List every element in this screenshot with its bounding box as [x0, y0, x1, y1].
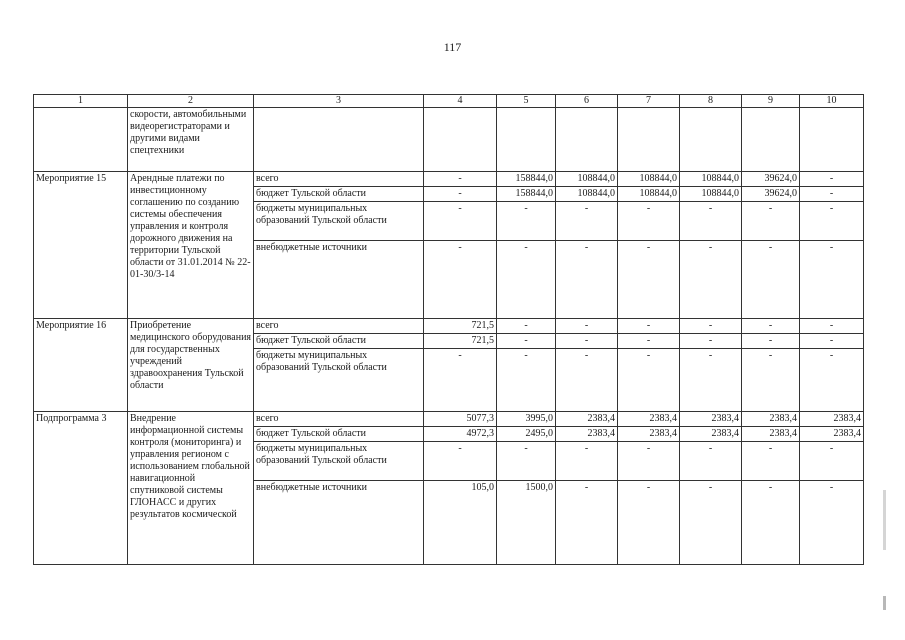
amount-cell: -	[742, 202, 800, 241]
amount-cell: 2383,4	[618, 427, 680, 442]
amount-cell: -	[800, 319, 864, 334]
amount-cell: -	[800, 334, 864, 349]
measure-description: Приобретение медицинского оборудования для государственных учреждений здравоохранения Тульской области	[128, 319, 254, 412]
amount-cell: 2383,4	[680, 412, 742, 427]
amount-cell: 721,5	[424, 319, 497, 334]
amount-cell: -	[742, 481, 800, 565]
scan-edge-mark	[883, 596, 886, 610]
amount-cell: 2383,4	[556, 427, 618, 442]
measure-label: Мероприятие 15	[34, 172, 128, 319]
amount-cell: -	[618, 442, 680, 481]
funding-source: внебюджетные источники	[254, 241, 424, 319]
column-number: 6	[556, 95, 618, 108]
amount-cell: 2495,0	[497, 427, 556, 442]
amount-cell	[424, 108, 497, 172]
amount-cell: -	[424, 187, 497, 202]
amount-cell: -	[618, 481, 680, 565]
amount-cell: -	[680, 319, 742, 334]
amount-cell: -	[680, 349, 742, 412]
column-number: 8	[680, 95, 742, 108]
amount-cell: -	[800, 349, 864, 412]
table-row	[34, 412, 864, 427]
amount-cell: 2383,4	[618, 412, 680, 427]
measure-label: Подпрограмма 3	[34, 412, 128, 565]
amount-cell	[680, 108, 742, 172]
amount-cell: -	[556, 319, 618, 334]
amount-cell: -	[680, 334, 742, 349]
amount-cell: 3995,0	[497, 412, 556, 427]
page-number: 117	[443, 40, 462, 54]
amount-cell: -	[556, 334, 618, 349]
measure-description: скорости, автомобильными видеорегистраторами и другими видами спецтехники	[128, 108, 254, 172]
measure-label: Мероприятие 16	[34, 319, 128, 412]
column-number: 1	[34, 95, 128, 108]
amount-cell: 2383,4	[742, 412, 800, 427]
amount-cell: -	[556, 481, 618, 565]
amount-cell: -	[424, 172, 497, 187]
amount-cell: 2383,4	[742, 427, 800, 442]
funding-source: бюджет Тульской области	[254, 187, 424, 202]
amount-cell: -	[800, 172, 864, 187]
amount-cell: -	[424, 241, 497, 319]
funding-source: внебюджетные источники	[254, 481, 424, 565]
amount-cell: -	[497, 202, 556, 241]
amount-cell: 108844,0	[618, 187, 680, 202]
column-number: 7	[618, 95, 680, 108]
amount-cell: -	[497, 349, 556, 412]
amount-cell: -	[800, 187, 864, 202]
header-row	[34, 95, 864, 108]
amount-cell: 39624,0	[742, 172, 800, 187]
amount-cell: -	[424, 202, 497, 241]
amount-cell: 108844,0	[680, 187, 742, 202]
amount-cell: -	[800, 202, 864, 241]
column-number: 2	[128, 95, 254, 108]
amount-cell: 2383,4	[800, 412, 864, 427]
amount-cell: -	[680, 481, 742, 565]
amount-cell: -	[556, 202, 618, 241]
column-number: 5	[497, 95, 556, 108]
funding-source: бюджеты муниципальных образований Тульской области	[254, 442, 424, 481]
amount-cell: -	[497, 319, 556, 334]
amount-cell: -	[556, 349, 618, 412]
table-row	[34, 172, 864, 187]
amount-cell	[556, 108, 618, 172]
amount-cell: 158844,0	[497, 172, 556, 187]
funding-source: бюджет Тульской области	[254, 427, 424, 442]
amount-cell: 2383,4	[556, 412, 618, 427]
amount-cell: -	[556, 442, 618, 481]
column-number: 9	[742, 95, 800, 108]
amount-cell: -	[680, 241, 742, 319]
financing-table	[33, 94, 864, 565]
funding-source: бюджеты муниципальных образований Тульской области	[254, 202, 424, 241]
amount-cell: -	[742, 319, 800, 334]
amount-cell: -	[742, 442, 800, 481]
amount-cell: -	[497, 241, 556, 319]
amount-cell: -	[497, 442, 556, 481]
funding-source: всего	[254, 319, 424, 334]
amount-cell: 39624,0	[742, 187, 800, 202]
table-row	[34, 319, 864, 334]
measure-label	[34, 108, 128, 172]
amount-cell: 1500,0	[497, 481, 556, 565]
amount-cell: -	[800, 481, 864, 565]
amount-cell: -	[618, 202, 680, 241]
amount-cell: -	[497, 334, 556, 349]
amount-cell: -	[618, 241, 680, 319]
amount-cell: 4972,3	[424, 427, 497, 442]
amount-cell: 158844,0	[497, 187, 556, 202]
funding-source: бюджеты муниципальных образований Тульской области	[254, 349, 424, 412]
measure-description: Внедрение информационной системы контроля (мониторинга) и управления регионом с использованием глобальной навигационной спутниковой системы ГЛОНАСС и других результатов космической	[128, 412, 254, 565]
amount-cell: 5077,3	[424, 412, 497, 427]
amount-cell: -	[618, 334, 680, 349]
amount-cell: -	[742, 334, 800, 349]
amount-cell: -	[424, 442, 497, 481]
amount-cell: 108844,0	[556, 187, 618, 202]
funding-source: всего	[254, 172, 424, 187]
funding-source: бюджет Тульской области	[254, 334, 424, 349]
table-row	[34, 108, 864, 172]
amount-cell: -	[742, 349, 800, 412]
amount-cell: 721,5	[424, 334, 497, 349]
amount-cell	[742, 108, 800, 172]
funding-source: всего	[254, 412, 424, 427]
amount-cell: -	[556, 241, 618, 319]
amount-cell: 2383,4	[680, 427, 742, 442]
column-number: 3	[254, 95, 424, 108]
amount-cell	[618, 108, 680, 172]
funding-source	[254, 108, 424, 172]
amount-cell: -	[800, 442, 864, 481]
amount-cell: -	[618, 349, 680, 412]
amount-cell: -	[742, 241, 800, 319]
amount-cell: -	[618, 319, 680, 334]
column-number: 4	[424, 95, 497, 108]
column-number: 10	[800, 95, 864, 108]
amount-cell: 108844,0	[556, 172, 618, 187]
amount-cell	[800, 108, 864, 172]
amount-cell	[497, 108, 556, 172]
amount-cell: -	[680, 202, 742, 241]
amount-cell: 108844,0	[618, 172, 680, 187]
amount-cell: -	[800, 241, 864, 319]
amount-cell: 105,0	[424, 481, 497, 565]
amount-cell: -	[680, 442, 742, 481]
scan-edge-mark	[883, 490, 886, 550]
amount-cell: -	[424, 349, 497, 412]
amount-cell: 108844,0	[680, 172, 742, 187]
amount-cell: 2383,4	[800, 427, 864, 442]
measure-description: Арендные платежи по инвестиционному соглашению по созданию системы обеспечения управления и контроля дорожного движения на территории Тульской области от 31.01.2014 № 22-01-30/3-14	[128, 172, 254, 319]
